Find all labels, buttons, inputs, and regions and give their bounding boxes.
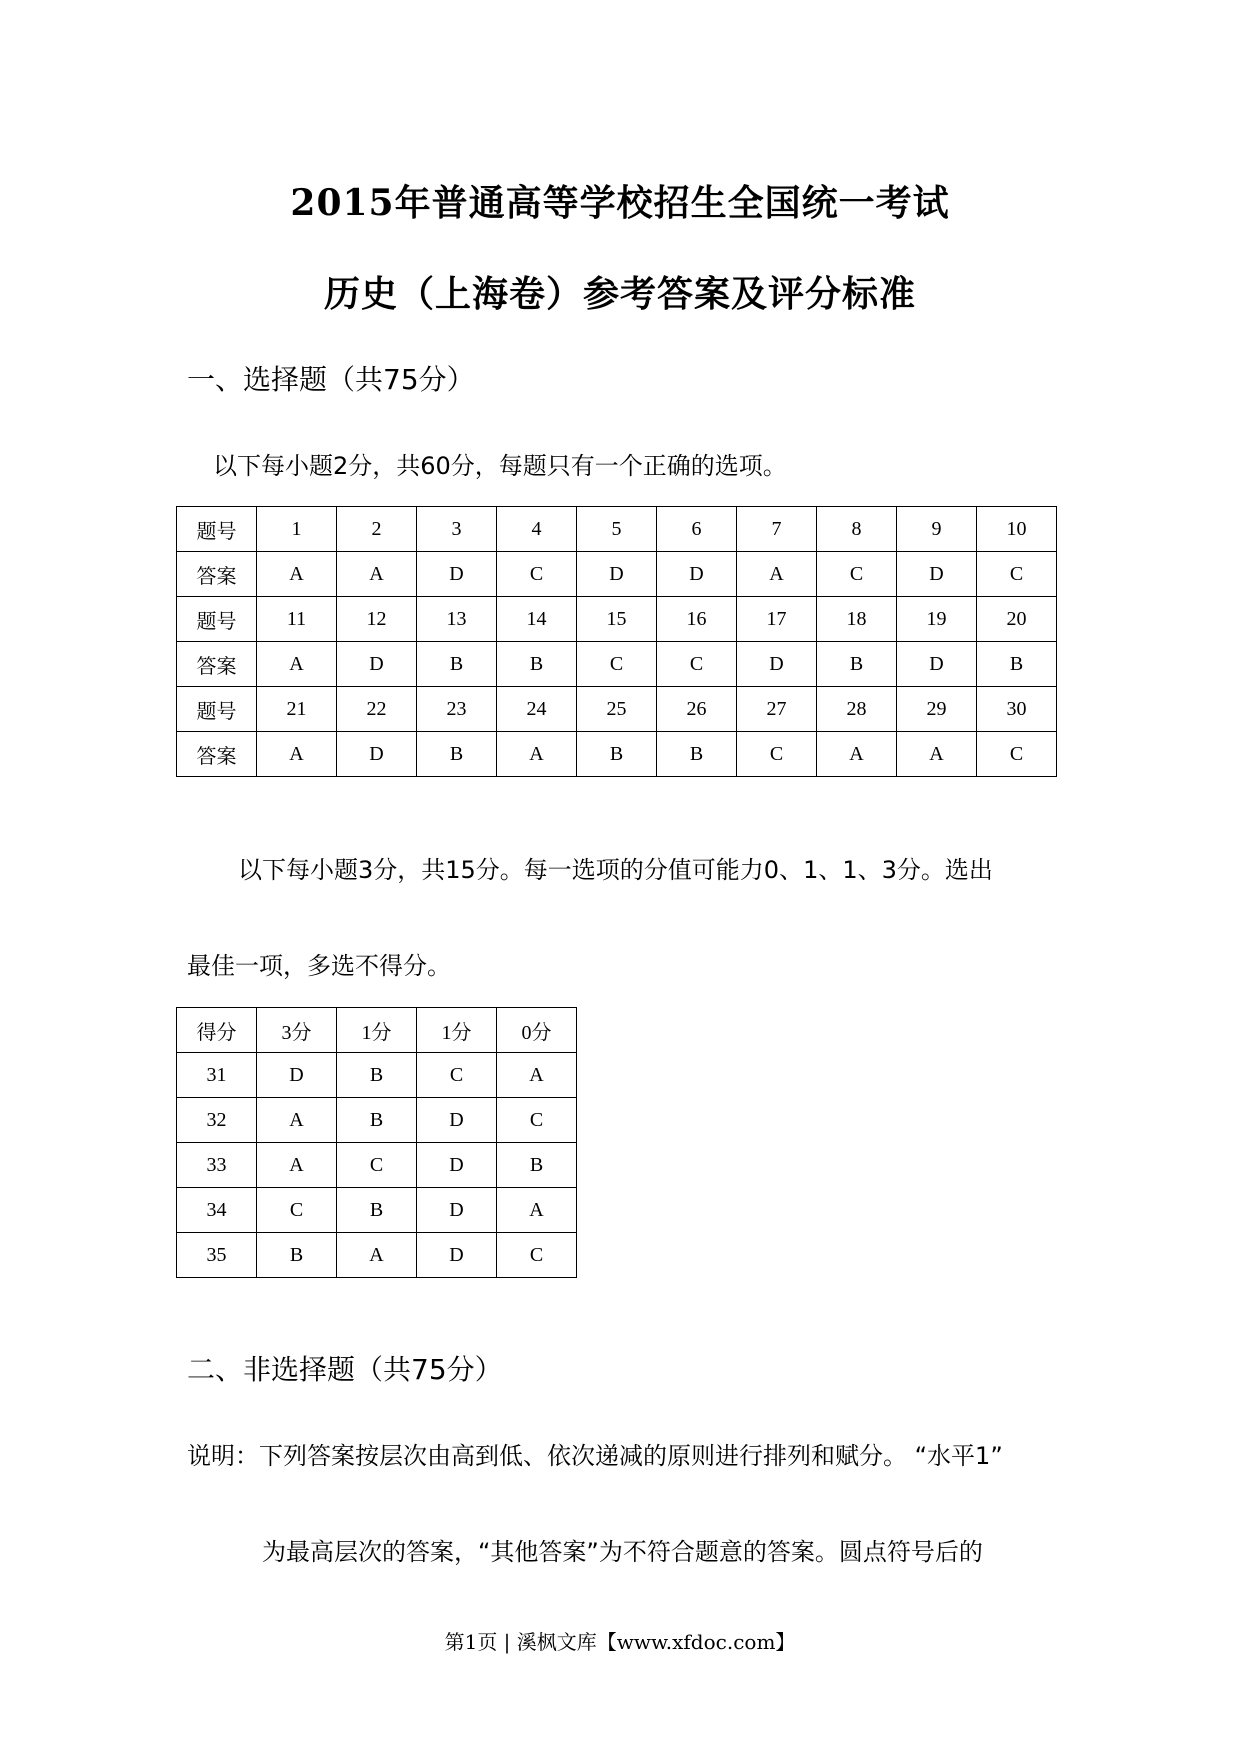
table-cell: 16 bbox=[657, 597, 737, 642]
table-cell: 15 bbox=[577, 597, 657, 642]
table-cell: B bbox=[337, 1188, 417, 1233]
table-cell: C bbox=[417, 1053, 497, 1098]
table-cell: C bbox=[657, 642, 737, 687]
multi-score-instructions-line2: 最佳一项，多选不得分。 bbox=[187, 952, 451, 980]
table-row bbox=[177, 1143, 577, 1188]
table-cell: 0分 bbox=[497, 1008, 577, 1053]
scoring-note-line1: 说明：下列答案按层次由高到低、依次递减的原则进行排列和赋分。 “水平1” bbox=[187, 1442, 1003, 1470]
table-cell: B bbox=[497, 1143, 577, 1188]
table-cell: 25 bbox=[577, 687, 657, 732]
table-cell: 9 bbox=[897, 507, 977, 552]
table-cell: 6 bbox=[657, 507, 737, 552]
answer-table bbox=[176, 506, 1057, 777]
table-cell: 3 bbox=[417, 507, 497, 552]
table-cell: A bbox=[897, 732, 977, 777]
table-cell: 3分 bbox=[257, 1008, 337, 1053]
table-cell: 答案 bbox=[177, 642, 257, 687]
table-cell: 10 bbox=[977, 507, 1057, 552]
table-cell: D bbox=[577, 552, 657, 597]
table-cell: C bbox=[977, 552, 1057, 597]
table-cell: D bbox=[737, 642, 817, 687]
choice-instructions: 以下每小题2分，共60分，每题只有一个正确的选项。 bbox=[213, 452, 787, 480]
table-row bbox=[177, 1098, 577, 1143]
table-cell: B bbox=[337, 1098, 417, 1143]
table-cell: 13 bbox=[417, 597, 497, 642]
table-cell: B bbox=[257, 1233, 337, 1278]
table-cell: 1分 bbox=[337, 1008, 417, 1053]
table-cell: A bbox=[497, 732, 577, 777]
table-cell: 18 bbox=[817, 597, 897, 642]
table-cell: 题号 bbox=[177, 507, 257, 552]
table-cell: D bbox=[257, 1053, 337, 1098]
table-row bbox=[177, 507, 1057, 552]
table-cell: 17 bbox=[737, 597, 817, 642]
table-cell: D bbox=[417, 1188, 497, 1233]
table-cell: D bbox=[417, 1233, 497, 1278]
table-row bbox=[177, 1008, 577, 1053]
table-cell: 答案 bbox=[177, 732, 257, 777]
table-cell: C bbox=[497, 552, 577, 597]
table-cell: C bbox=[257, 1188, 337, 1233]
table-cell: D bbox=[897, 642, 977, 687]
table-cell: A bbox=[257, 642, 337, 687]
table-cell: C bbox=[497, 1233, 577, 1278]
table-cell: 1 bbox=[257, 507, 337, 552]
score-table bbox=[176, 1007, 577, 1278]
table-cell: 题号 bbox=[177, 597, 257, 642]
table-cell: B bbox=[977, 642, 1057, 687]
table-cell: A bbox=[737, 552, 817, 597]
table-cell: 20 bbox=[977, 597, 1057, 642]
table-cell: 31 bbox=[177, 1053, 257, 1098]
table-cell: A bbox=[337, 1233, 417, 1278]
table-cell: D bbox=[337, 642, 417, 687]
table-cell: B bbox=[657, 732, 737, 777]
table-row bbox=[177, 687, 1057, 732]
table-cell: D bbox=[897, 552, 977, 597]
table-cell: A bbox=[497, 1053, 577, 1098]
table-cell: C bbox=[737, 732, 817, 777]
table-cell: A bbox=[257, 1143, 337, 1188]
table-cell: A bbox=[817, 732, 897, 777]
table-cell: A bbox=[257, 552, 337, 597]
table-cell: C bbox=[977, 732, 1057, 777]
table-cell: 27 bbox=[737, 687, 817, 732]
table-cell: 答案 bbox=[177, 552, 257, 597]
table-cell: C bbox=[577, 642, 657, 687]
table-row bbox=[177, 597, 1057, 642]
table-cell: C bbox=[497, 1098, 577, 1143]
table-cell: 33 bbox=[177, 1143, 257, 1188]
table-cell: 7 bbox=[737, 507, 817, 552]
table-cell: B bbox=[577, 732, 657, 777]
table-cell: 5 bbox=[577, 507, 657, 552]
table-cell: 34 bbox=[177, 1188, 257, 1233]
table-cell: B bbox=[417, 642, 497, 687]
table-cell: 2 bbox=[337, 507, 417, 552]
table-cell: 1分 bbox=[417, 1008, 497, 1053]
table-cell: 24 bbox=[497, 687, 577, 732]
table-cell: 题号 bbox=[177, 687, 257, 732]
table-cell: C bbox=[337, 1143, 417, 1188]
table-cell: 12 bbox=[337, 597, 417, 642]
table-cell: C bbox=[817, 552, 897, 597]
table-row bbox=[177, 642, 1057, 687]
table-cell: B bbox=[417, 732, 497, 777]
table-cell: B bbox=[337, 1053, 417, 1098]
table-cell: 8 bbox=[817, 507, 897, 552]
table-cell: D bbox=[337, 732, 417, 777]
table-cell: 14 bbox=[497, 597, 577, 642]
table-row bbox=[177, 552, 1057, 597]
table-row bbox=[177, 1188, 577, 1233]
table-cell: 19 bbox=[897, 597, 977, 642]
scoring-note-line2: 为最高层次的答案，“其他答案”为不符合题意的答案。圆点符号后的 bbox=[262, 1538, 983, 1566]
section-heading-nonchoice: 二、非选择题（共75分） bbox=[187, 1353, 503, 1386]
table-cell: 29 bbox=[897, 687, 977, 732]
table-cell: 30 bbox=[977, 687, 1057, 732]
table-cell: 22 bbox=[337, 687, 417, 732]
section-heading-choice: 一、选择题（共75分） bbox=[187, 363, 475, 396]
table-cell: A bbox=[257, 732, 337, 777]
document-title: 2015年普通高等学校招生全国统一考试 bbox=[290, 182, 950, 224]
table-cell: 11 bbox=[257, 597, 337, 642]
table-row bbox=[177, 1233, 577, 1278]
table-cell: 35 bbox=[177, 1233, 257, 1278]
table-cell: D bbox=[417, 1098, 497, 1143]
table-cell: D bbox=[417, 1143, 497, 1188]
table-cell: 21 bbox=[257, 687, 337, 732]
table-cell: 28 bbox=[817, 687, 897, 732]
table-cell: A bbox=[257, 1098, 337, 1143]
table-cell: A bbox=[337, 552, 417, 597]
table-cell: A bbox=[497, 1188, 577, 1233]
table-cell: B bbox=[497, 642, 577, 687]
table-cell: B bbox=[817, 642, 897, 687]
table-cell: D bbox=[657, 552, 737, 597]
page-footer: 第1页 | 溪枫文库【www.xfdoc.com】 bbox=[444, 1630, 796, 1654]
table-row bbox=[177, 732, 1057, 777]
document-subtitle: 历史（上海卷）参考答案及评分标准 bbox=[323, 273, 916, 315]
table-cell: 23 bbox=[417, 687, 497, 732]
table-cell: 4 bbox=[497, 507, 577, 552]
table-cell: 得分 bbox=[177, 1008, 257, 1053]
table-cell: D bbox=[417, 552, 497, 597]
multi-score-instructions-line1: 以下每小题3分，共15分。每一选项的分值可能力0、1、1、3分。选出 bbox=[238, 856, 993, 884]
table-row bbox=[177, 1053, 577, 1098]
table-cell: 32 bbox=[177, 1098, 257, 1143]
table-cell: 26 bbox=[657, 687, 737, 732]
